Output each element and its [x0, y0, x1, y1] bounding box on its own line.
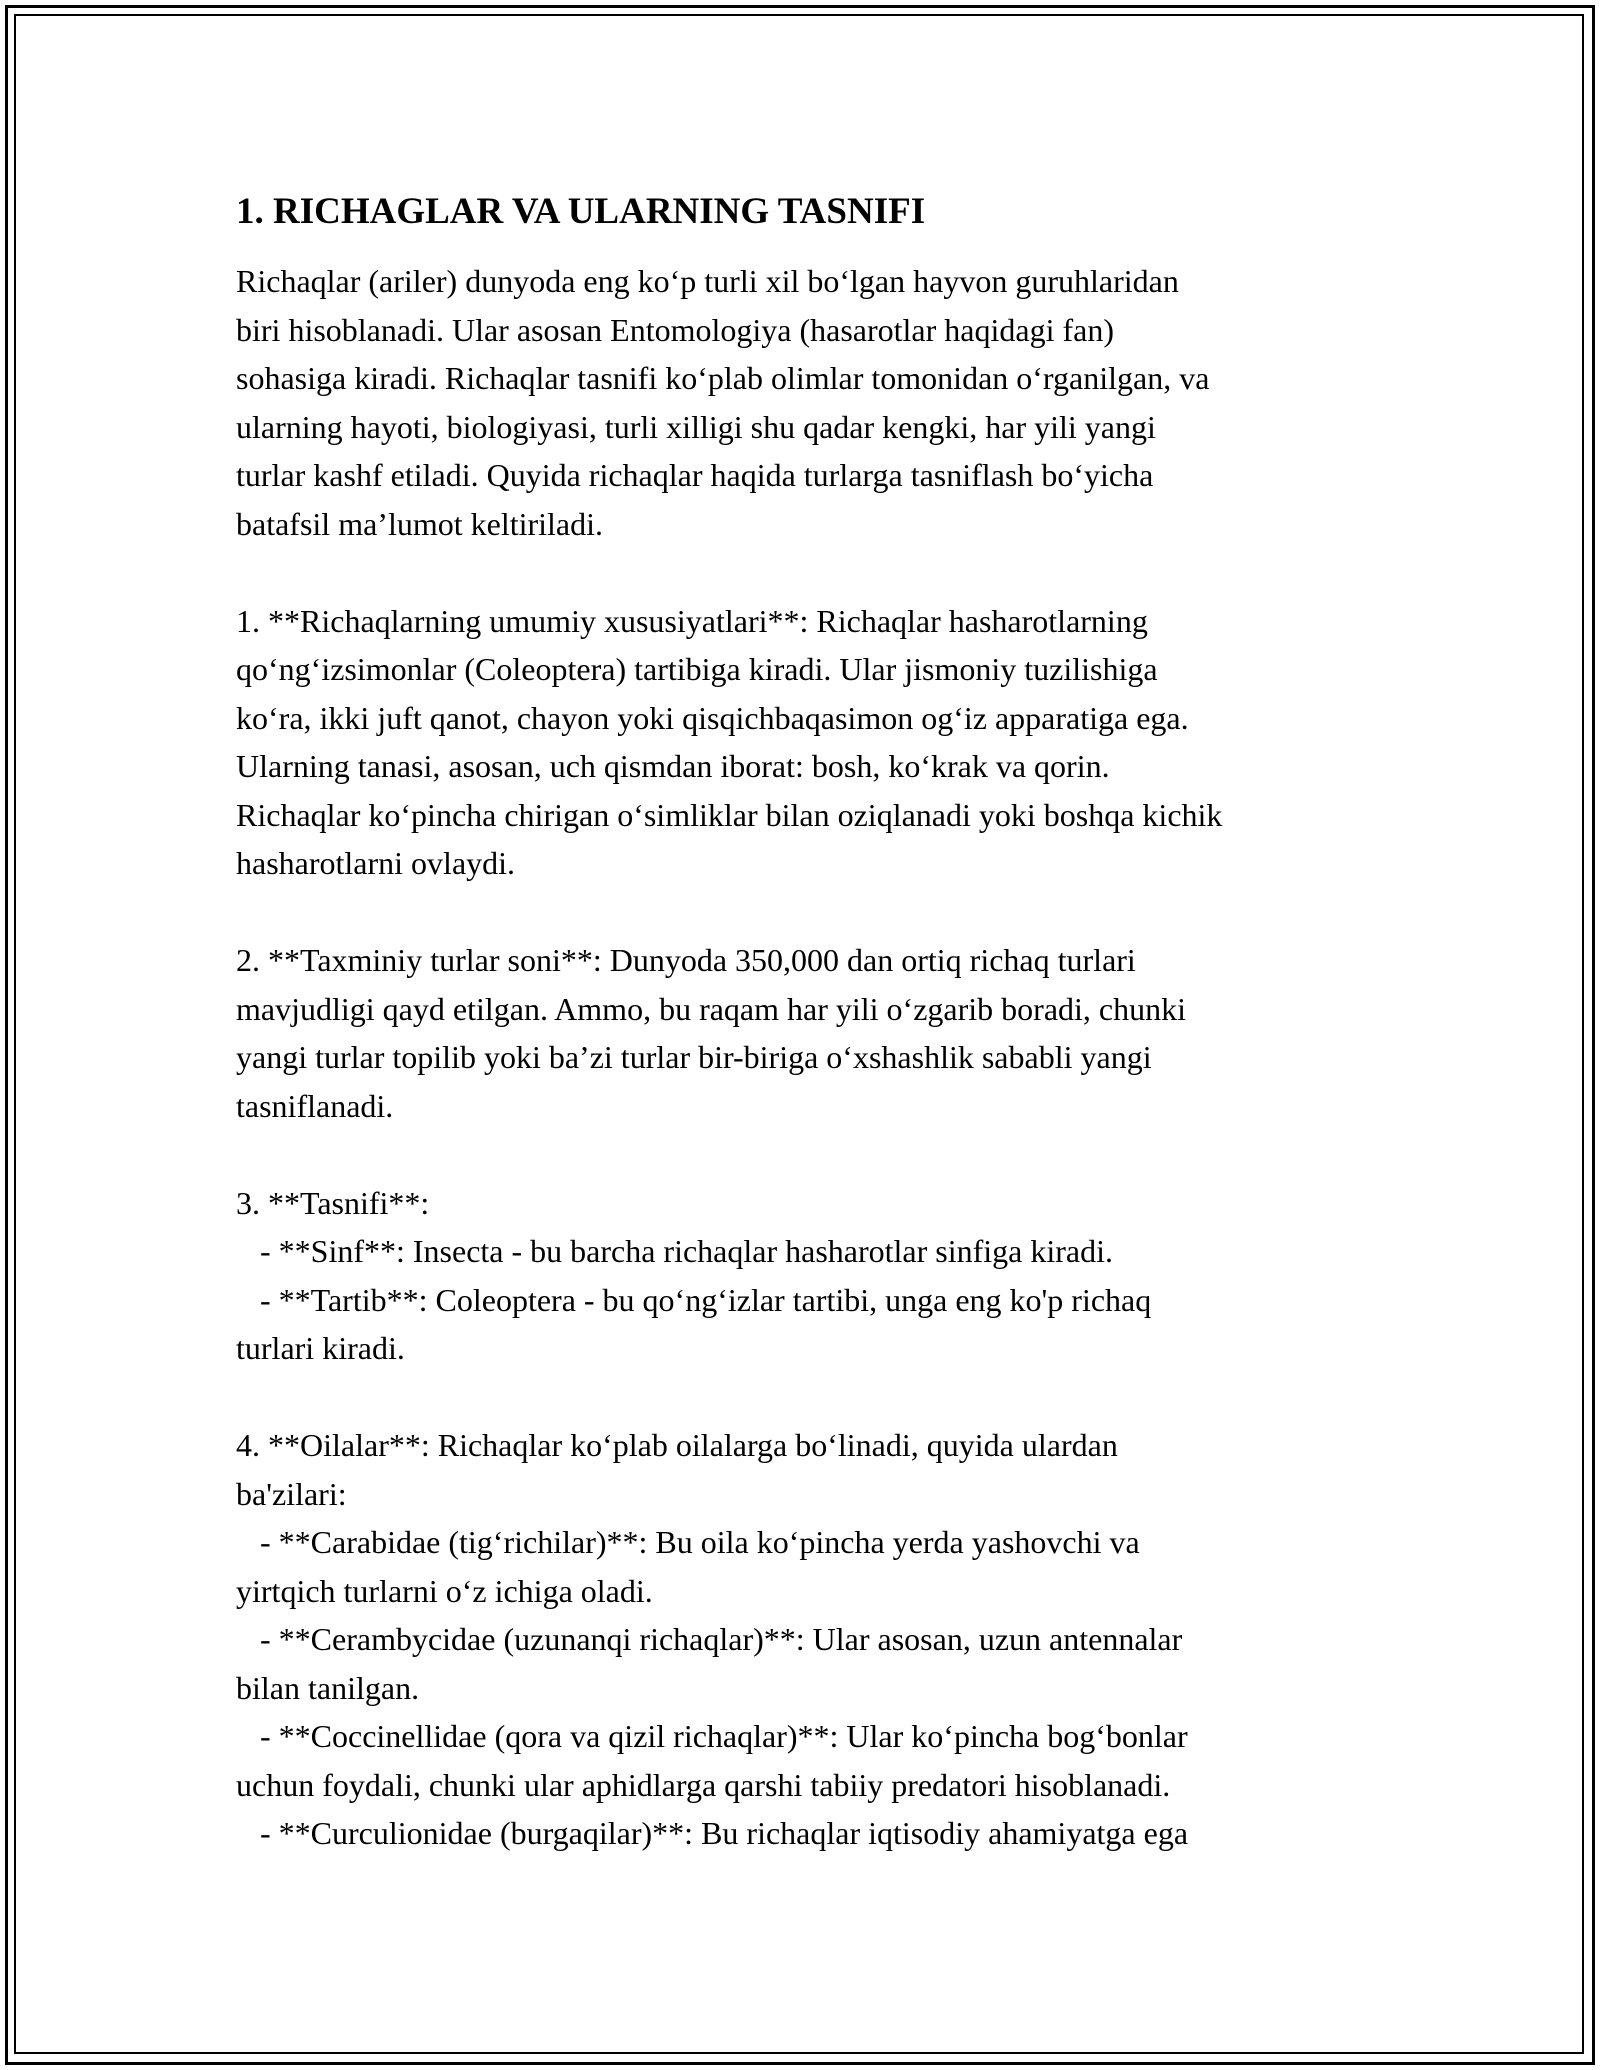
text-line: yangi turlar topilib yoki ba’zi turlar bir-biriga o‘xshashlik sababli yangi — [236, 1039, 1152, 1075]
text-line: biri hisoblanadi. Ular asosan Entomologiya (hasarotlar haqidagi fan) — [236, 311, 1114, 348]
text-line: ko‘ra, ikki juft qanot, chayon yoki qisqichbaqasimon og‘iz apparatiga ega. — [236, 699, 1189, 736]
text-line: uchun foydali, chunki ular aphidlarga qarshi tabiiy predatori hisoblanadi. — [236, 1766, 1171, 1803]
text-line: Richaqlar (ariler) dunyoda eng ko‘p turli xil bo‘lgan hayvon guruhlaridan — [236, 263, 1179, 299]
section-general-features — [236, 597, 1376, 888]
list-item: - **Coccinellidae (qora va qizil richaqlar)**: Ular ko‘pincha bog‘bonlar — [236, 1718, 1188, 1754]
list-item: - **Curculionidae (burgaqilar)**: Bu richaqlar iqtisodiy ahamiyatga ega — [236, 1815, 1189, 1851]
list-item: - **Cerambycidae (uzunanqi richaqlar)**: Ular asosan, uzun antennalar — [236, 1621, 1183, 1657]
document-body — [236, 188, 1376, 1858]
section-families — [236, 1421, 1376, 1858]
text-line: 3. **Tasnifi**: — [236, 1184, 430, 1221]
text-line: qo‘ng‘izsimonlar (Coleoptera) tartibiga kiradi. Ular jismoniy tuzilishiga — [236, 651, 1158, 687]
list-item: - **Sinf**: Insecta - bu barcha richaqlar hasharotlar sinfiga kiradi. — [236, 1233, 1114, 1269]
document-title: 1. RICHAGLAR VA ULARNING TASNIFI — [236, 191, 926, 232]
list-item: - **Carabidae (tig‘richilar)**: Bu oila ko‘pincha yerda yashovchi va — [236, 1524, 1140, 1560]
section-species-count — [236, 936, 1376, 1130]
text-line: Ularning tanasi, asosan, uch qismdan iborat: bosh, ko‘krak va qorin. — [236, 748, 1110, 784]
text-line: sohasiga kiradi. Richaqlar tasnifi ko‘plab olimlar tomonidan o‘rganilgan, va — [236, 360, 1210, 396]
text-line: batafsil ma’lumot keltiriladi. — [236, 505, 604, 542]
list-item: - **Tartib**: Coleoptera - bu qo‘ng‘izlar tartibi, unga eng ko'p richaq — [236, 1281, 1152, 1318]
text-line: 4. **Oilalar**: Richaqlar ko‘plab oilalarga bo‘linadi, quyida ulardan — [236, 1427, 1118, 1463]
section-classification — [236, 1179, 1376, 1373]
text-line: yirtqich turlarni o‘z ichiga oladi. — [236, 1572, 653, 1609]
text-line: ba'zilari: — [236, 1475, 347, 1512]
text-line: ularning hayoti, biologiyasi, turli xilligi shu qadar kengki, har yili yangi — [236, 408, 1156, 445]
text-line: 2. **Taxminiy turlar soni**: Dunyoda 350,000 dan ortiq richaq turlari — [236, 942, 1136, 978]
text-line: hasharotlarni ovlaydi. — [236, 845, 516, 881]
intro-paragraph — [236, 257, 1376, 548]
text-line: Richaqlar ko‘pincha chirigan o‘simliklar bilan oziqlanadi yoki boshqa kichik — [236, 796, 1223, 833]
text-line: 1. **Richaqlarning umumiy xususiyatlari**: Richaqlar hasharotlarning — [236, 602, 1148, 639]
text-line: tasniflanadi. — [236, 1087, 394, 1124]
text-line: mavjudligi qayd etilgan. Ammo, bu raqam har yili o‘zgarib boradi, chunki — [236, 990, 1186, 1027]
text-line: turlar kashf etiladi. Quyida richaqlar haqida turlarga tasniflash bo‘yicha — [236, 457, 1154, 493]
text-line: bilan tanilgan. — [236, 1669, 420, 1706]
text-line: turlari kiradi. — [236, 1330, 405, 1366]
